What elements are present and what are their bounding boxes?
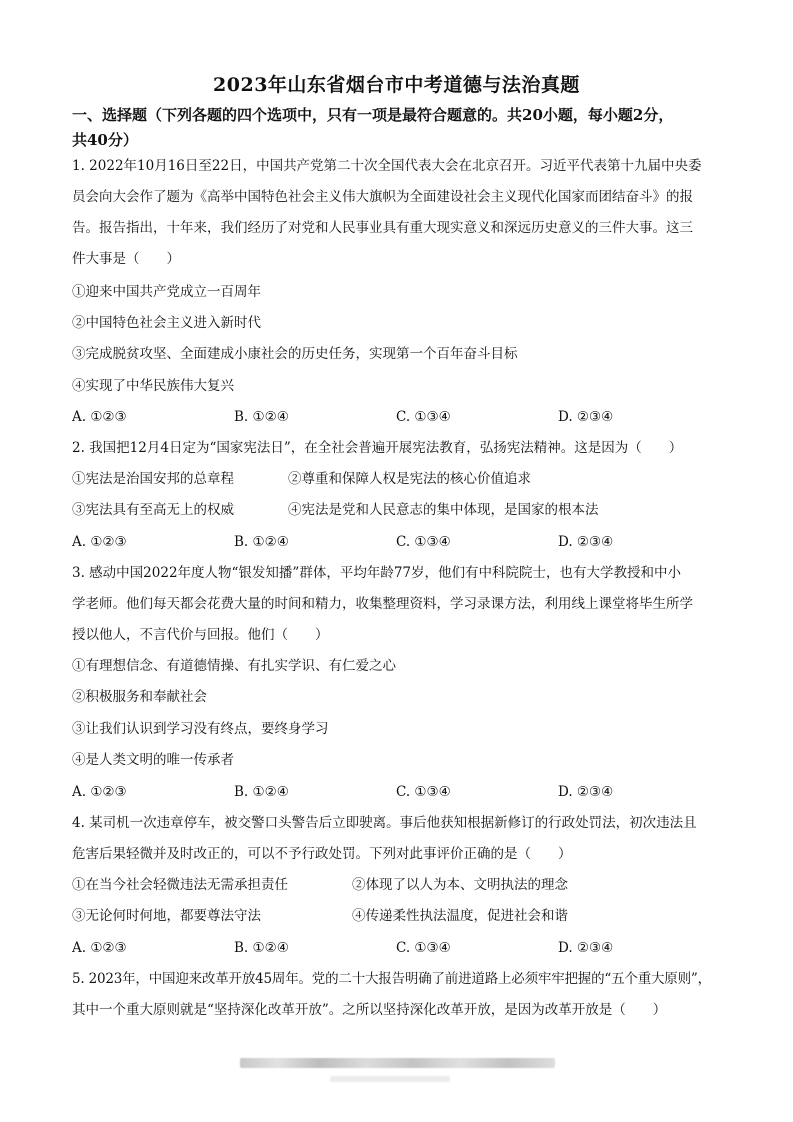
question-2-statement: ①宪法是治国安邦的总章程 — [72, 471, 234, 487]
question-2-statement: ④宪法是党和人民意志的集中体现，是国家的根本法 — [288, 502, 599, 518]
question-1-statement: ①迎来中国共产党成立一百周年 — [72, 284, 261, 300]
question-1-statement: ②中国特色社会主义进入新时代 — [72, 315, 261, 331]
question-3-statement: ③让我们认识到学习没有终点，要终身学习 — [72, 721, 329, 737]
blurred-footer — [240, 1058, 555, 1068]
question-1-statement: ③完成脱贫攻坚、全面建成小康社会的历史任务，实现第一个百年奋斗目标 — [72, 346, 518, 362]
page-title: 2023年山东省烟台市中考道德与法治真题 — [213, 74, 580, 96]
question-4-option-b: B. ①②④ — [234, 940, 289, 956]
question-4-stem-line: 危害后果轻微并及时改正的，可以不予行政处罚。下列对此事评价正确的是（ ） — [72, 846, 572, 862]
question-4-statement: ①在当今社会轻微违法无需承担责任 — [72, 877, 288, 893]
question-1-option-b: B. ①②④ — [234, 409, 289, 425]
question-4-statement: ④传递柔性执法温度，促进社会和谐 — [352, 908, 568, 924]
question-3-stem-line: 学老师。他们每天都会花费大量的时间和精力，收集整理资料，学习录课方法，利用线上课堂将毕生所学 — [72, 596, 693, 612]
question-4-statement: ③无论何时何地，都要尊法守法 — [72, 908, 261, 924]
question-1-stem-line: 件大事是（ ） — [72, 251, 180, 267]
question-3-statement: ①有理想信念、有道德情操、有扎实学识、有仁爱之心 — [72, 658, 396, 674]
question-4-option-a: A. ①②③ — [72, 940, 127, 956]
question-5-stem-line: 5. 2023年，中国迎来改革开放45周年。党的二十大报告明确了前进道路上必须牢牢把握的“五个重大原则”， — [72, 971, 711, 987]
question-4-option-d: D. ②③④ — [558, 940, 614, 956]
question-3-stem-line: 3. 感动中国2022年度人物“银发知播”群体，平均年龄77岁，他们有中科院院士，也有大学教授和中小 — [72, 565, 682, 581]
question-4-option-c: C. ①③④ — [396, 940, 451, 956]
question-2-statement: ②尊重和保障人权是宪法的核心价值追求 — [288, 471, 531, 487]
question-3-option-c: C. ①③④ — [396, 784, 451, 800]
question-3-option-a: A. ①②③ — [72, 784, 127, 800]
question-3-stem-line: 授以他人，不言代价与回报。他们（ ） — [72, 627, 329, 643]
question-2-option-d: D. ②③④ — [558, 534, 614, 550]
section-heading-line-2: 共40分） — [72, 131, 138, 149]
question-1-option-a: A. ①②③ — [72, 409, 127, 425]
question-2-option-a: A. ①②③ — [72, 534, 127, 550]
question-2-stem-line: 2. 我国把12月4日定为“国家宪法日”，在全社会普遍开展宪法教育，弘扬宪法精神。这是因为（ ） — [72, 440, 683, 456]
question-4-statement: ②体现了以人为本、文明执法的理念 — [352, 877, 568, 893]
question-2-statement: ③宪法具有至高无上的权威 — [72, 502, 234, 518]
question-3-option-d: D. ②③④ — [558, 784, 614, 800]
section-heading-line-1: 一、选择题（下列各题的四个选项中，只有一项是最符合题意的。共20小题，每小题2分， — [72, 106, 674, 124]
blurred-footer-secondary — [330, 1076, 450, 1082]
question-1-statement: ④实现了中华民族伟大复兴 — [72, 378, 234, 394]
question-1-stem-line: 员会向大会作了题为《高举中国特色社会主义伟大旗帜为全面建设社会主义现代化国家而团结奋斗》的报 — [72, 189, 693, 205]
question-3-statement: ②积极服务和奉献社会 — [72, 689, 207, 705]
question-1-stem-line: 1. 2022年10月16日至22日，中国共产党第二十次全国代表大会在北京召开。习近平代表第十九届中央委 — [72, 158, 702, 174]
question-3-option-b: B. ①②④ — [234, 784, 289, 800]
question-2-option-c: C. ①③④ — [396, 534, 451, 550]
question-1-option-d: D. ②③④ — [558, 409, 614, 425]
question-4-stem-line: 4. 某司机一次违章停车，被交警口头警告后立即驶离。事后他获知根据新修订的行政处罚法，初次违法且 — [72, 815, 697, 831]
question-3-statement: ④是人类文明的唯一传承者 — [72, 752, 234, 768]
question-1-option-c: C. ①③④ — [396, 409, 451, 425]
question-1-stem-line: 告。报告指出，十年来，我们经历了对党和人民事业具有重大现实意义和深远历史意义的三件大事。这三 — [72, 220, 693, 236]
question-2-option-b: B. ①②④ — [234, 534, 289, 550]
section-heading — [72, 103, 722, 153]
question-5-stem-line: 其中一个重大原则就是“坚持深化改革开放”。之所以坚持深化改革开放，是因为改革开放是（ ） — [72, 1002, 667, 1018]
